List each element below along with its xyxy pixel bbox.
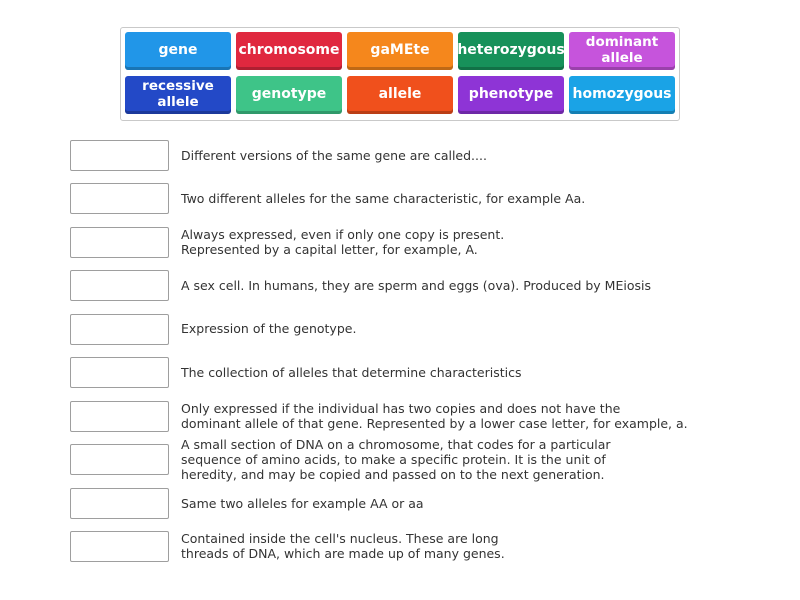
- match-row: [70, 270, 690, 304]
- clue-text: Only expressed if the individual has two copies and does not have the dominant allele of that gene. Represented by a lower case letter, for example, a.: [181, 401, 688, 431]
- match-row: [70, 357, 690, 391]
- clue-text: Same two alleles for example AA or aa: [181, 496, 424, 511]
- match-row: [70, 140, 690, 174]
- tile-gamete[interactable]: gaMEte: [347, 32, 453, 70]
- answer-drop-box[interactable]: [70, 401, 169, 432]
- tile-genotype[interactable]: genotype: [236, 76, 342, 114]
- tile-gene[interactable]: gene: [125, 32, 231, 70]
- match-row: [70, 314, 690, 348]
- tile-phenotype[interactable]: phenotype: [458, 76, 564, 114]
- tile-chromosome[interactable]: chromosome: [236, 32, 342, 70]
- answer-drop-box[interactable]: [70, 488, 169, 519]
- clue-text: Expression of the genotype.: [181, 321, 357, 336]
- answer-drop-box[interactable]: [70, 314, 169, 345]
- clue-text: The collection of alleles that determine characteristics: [181, 365, 522, 380]
- match-row: [70, 401, 690, 435]
- clue-text: Different versions of the same gene are called....: [181, 148, 487, 163]
- tile-homozygous[interactable]: homozygous: [569, 76, 675, 114]
- tile-allele[interactable]: allele: [347, 76, 453, 114]
- clue-text: A sex cell. In humans, they are sperm and eggs (ova). Produced by MEiosis: [181, 278, 651, 293]
- answer-drop-box[interactable]: [70, 531, 169, 562]
- match-row: [70, 531, 690, 565]
- match-row: [70, 437, 690, 482]
- clue-text: Always expressed, even if only one copy is present. Represented by a capital letter, for example, A.: [181, 227, 505, 257]
- answer-drop-box[interactable]: [70, 227, 169, 258]
- clue-text: Contained inside the cell's nucleus. These are long threads of DNA, which are made up of many genes.: [181, 531, 505, 561]
- answer-drop-box[interactable]: [70, 444, 169, 475]
- match-row: [70, 227, 690, 261]
- answer-drop-box[interactable]: [70, 140, 169, 171]
- answer-tile-panel: [120, 27, 680, 121]
- tile-heterozygous[interactable]: heterozygous: [458, 32, 564, 70]
- tile-recessive-allele[interactable]: recessive allele: [125, 76, 231, 114]
- answer-drop-box[interactable]: [70, 183, 169, 214]
- clue-text: Two different alleles for the same characteristic, for example Aa.: [181, 191, 586, 206]
- answer-drop-box[interactable]: [70, 270, 169, 301]
- tile-dominant-allele[interactable]: dominant allele: [569, 32, 675, 70]
- clue-text: A small section of DNA on a chromosome, that codes for a particular sequence of amino acids, to make a specific protein. It is the unit of heredity, and may be copied and passed on to the next generation.: [181, 437, 611, 482]
- answer-drop-box[interactable]: [70, 357, 169, 388]
- match-row: [70, 183, 690, 217]
- match-row: [70, 488, 690, 522]
